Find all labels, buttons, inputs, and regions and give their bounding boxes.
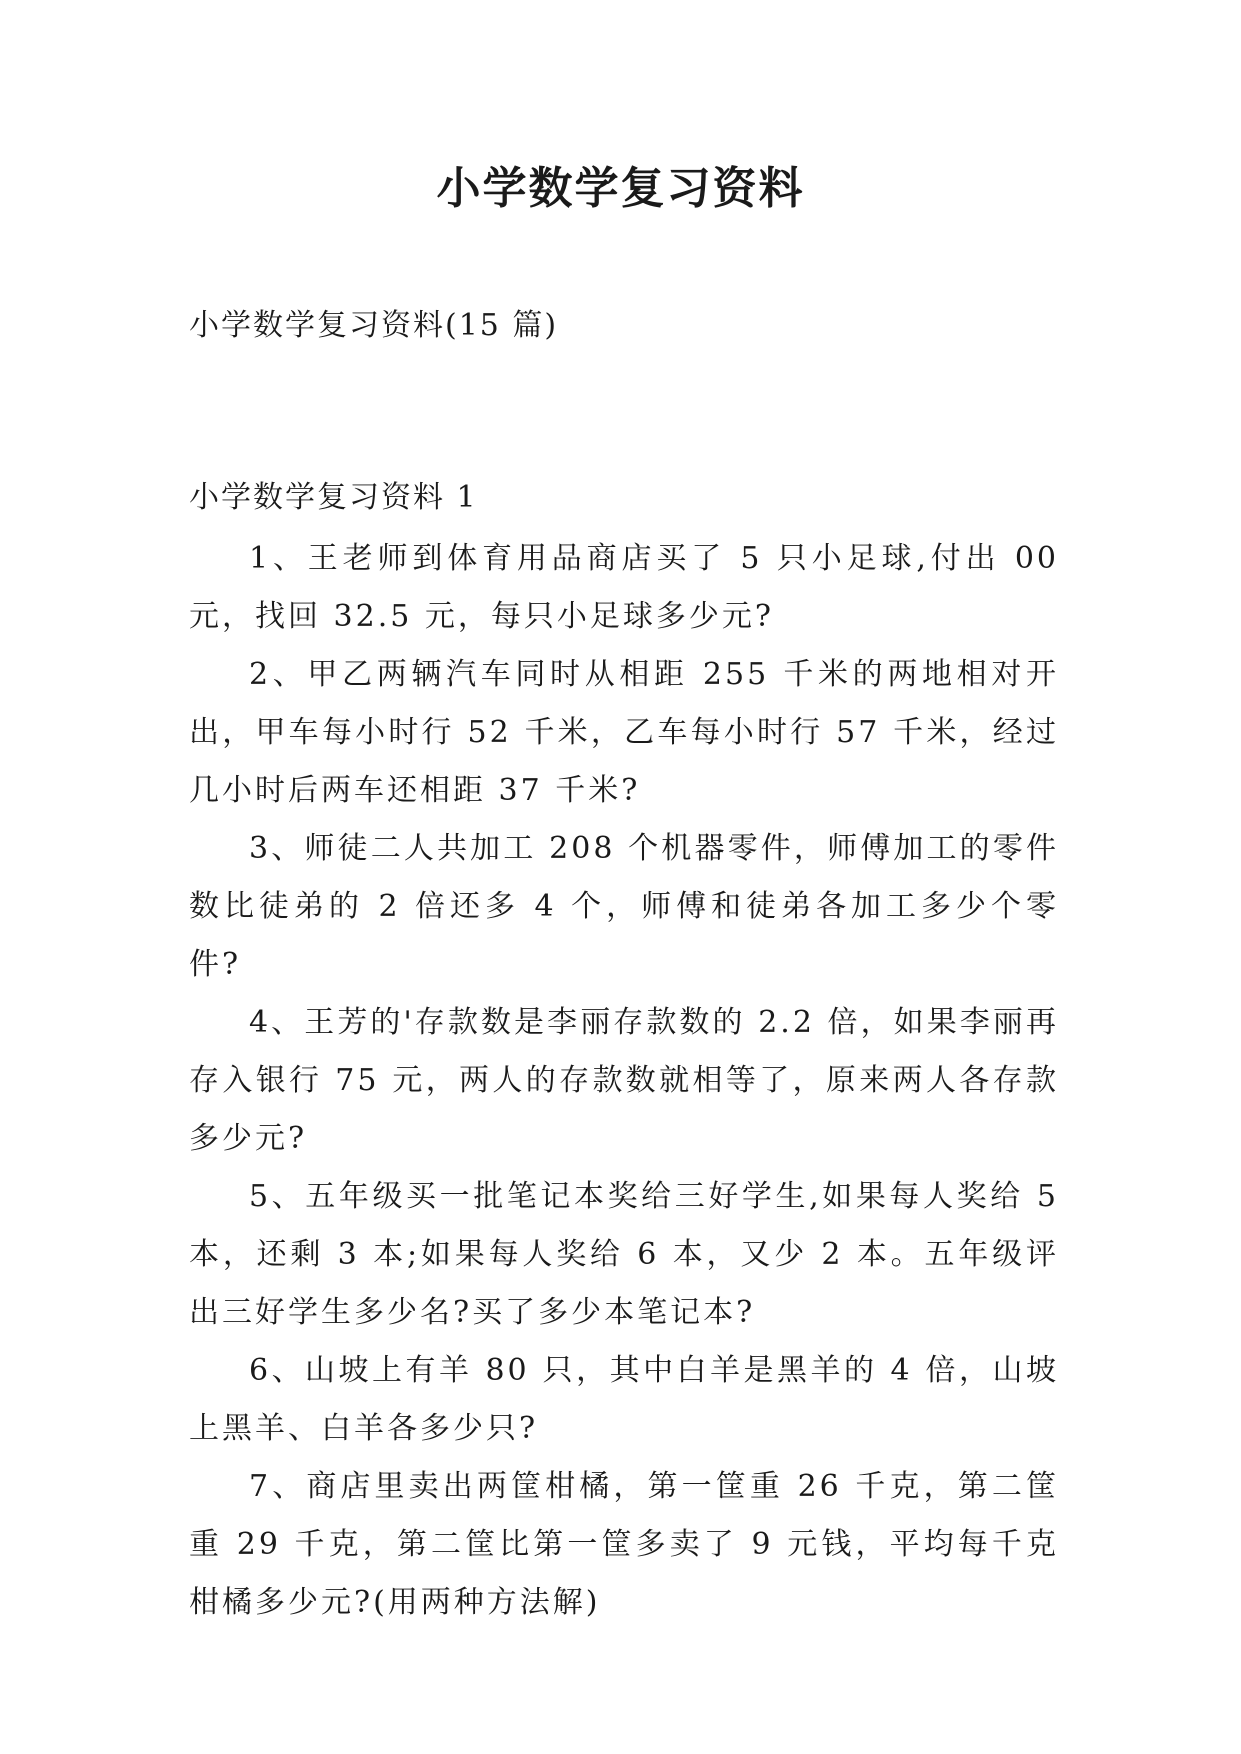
question-1: 1、王老师到体育用品商店买了 5 只小足球,付出 00 元，找回 32.5 元，每只小足球多少元?: [189, 541, 1059, 634]
question-5: 5、五年级买一批笔记本奖给三好学生,如果每人奖给 5 本，还剩 3 本;如果每人奖给 6 本，又少 2 本。五年级评出三好学生多少名?买了多少本笔记本?: [189, 1179, 1059, 1330]
question-7: 7、商店里卖出两筐柑橘，第一筐重 26 千克，第二筐重 29 千克，第二筐比第一筐多卖了 9 元钱，平均每千克柑橘多少元?(用两种方法解): [189, 1469, 1059, 1620]
question-6: 6、山坡上有羊 80 只，其中白羊是黑羊的 4 倍，山坡上黑羊、白羊各多少只?: [189, 1353, 1059, 1446]
question-2: 2、甲乙两辆汽车同时从相距 255 千米的两地相对开出，甲车每小时行 52 千米，乙车每小时行 57 千米，经过几小时后两车还相距 37 千米?: [189, 657, 1059, 808]
question-4: 4、王芳的'存款数是李丽存款数的 2.2 倍，如果李丽再存入银行 75 元，两人的存款数就相等了，原来两人各存款多少元?: [189, 1005, 1059, 1156]
question-list: [189, 530, 1059, 1632]
question-3: 3、师徒二人共加工 208 个机器零件，师傅加工的零件数比徒弟的 2 倍还多 4 个，师傅和徒弟各加工多少个零件?: [189, 831, 1059, 982]
page-title: 小学数学复习资料: [436, 163, 805, 214]
section-heading: 小学数学复习资料 1: [189, 480, 478, 515]
document-subtitle: 小学数学复习资料(15 篇): [189, 308, 559, 343]
